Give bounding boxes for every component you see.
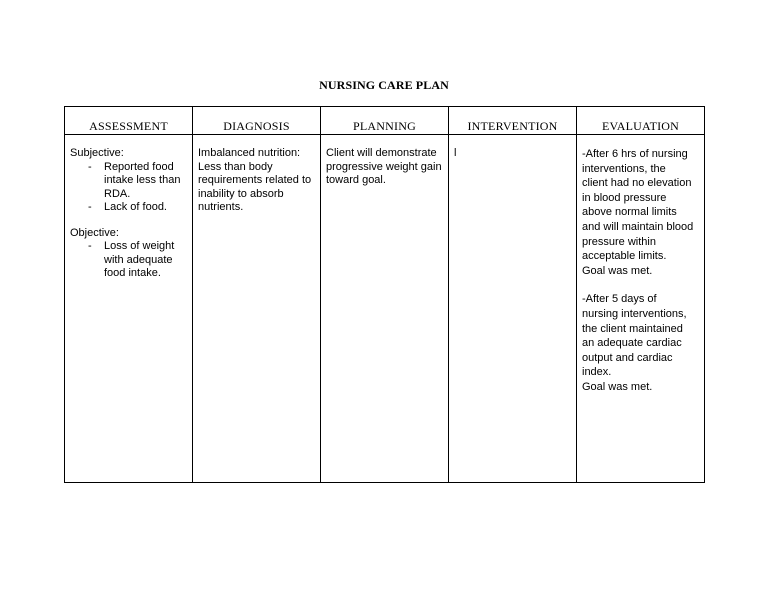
planning-text: Client will demonstrate progressive weight gain toward goal. xyxy=(326,147,442,186)
objective-label: Objective: xyxy=(70,226,119,239)
list-item: - Loss of weight with adequate food intake. xyxy=(70,240,188,281)
list-item: - Lack of food. xyxy=(70,201,188,215)
subjective-list xyxy=(70,161,188,215)
objective-list xyxy=(70,240,188,281)
evaluation-goal: Goal was met. xyxy=(582,264,653,277)
header-planning: PLANNING xyxy=(321,107,449,135)
page-title: NURSING CARE PLAN xyxy=(319,78,449,92)
header-diagnosis: DIAGNOSIS xyxy=(193,107,321,135)
diagnosis-cell xyxy=(193,135,321,482)
list-item: - Reported food intake less than RDA. xyxy=(70,161,188,202)
evaluation-text: -After 6 hrs of nursing interventions, the client had no elevation in blood pressure above normal limits and will maintain blood pressure within acceptable limits. xyxy=(582,148,694,263)
header-evaluation: EVALUATION xyxy=(577,107,704,135)
planning-cell xyxy=(321,135,449,482)
diagnosis-text: Imbalanced nutrition: Less than body requirements related to inability to absorb nutrients. xyxy=(198,147,312,213)
intervention-text: l xyxy=(454,147,457,159)
intervention-cell xyxy=(449,135,577,482)
header-assessment: ASSESSMENT xyxy=(65,107,193,135)
subjective-label: Subjective: xyxy=(70,147,124,159)
header-intervention: INTERVENTION xyxy=(449,107,577,135)
assessment-cell xyxy=(65,135,193,482)
evaluation-text: -After 5 days of nursing interventions, the client maintained an adequate cardiac output and cardiac index. xyxy=(582,293,687,379)
evaluation-cell xyxy=(577,135,704,482)
evaluation-entry xyxy=(582,147,694,278)
evaluation-goal: Goal was met. xyxy=(582,380,653,393)
evaluation-entry xyxy=(582,292,694,394)
care-plan-table xyxy=(64,106,705,483)
